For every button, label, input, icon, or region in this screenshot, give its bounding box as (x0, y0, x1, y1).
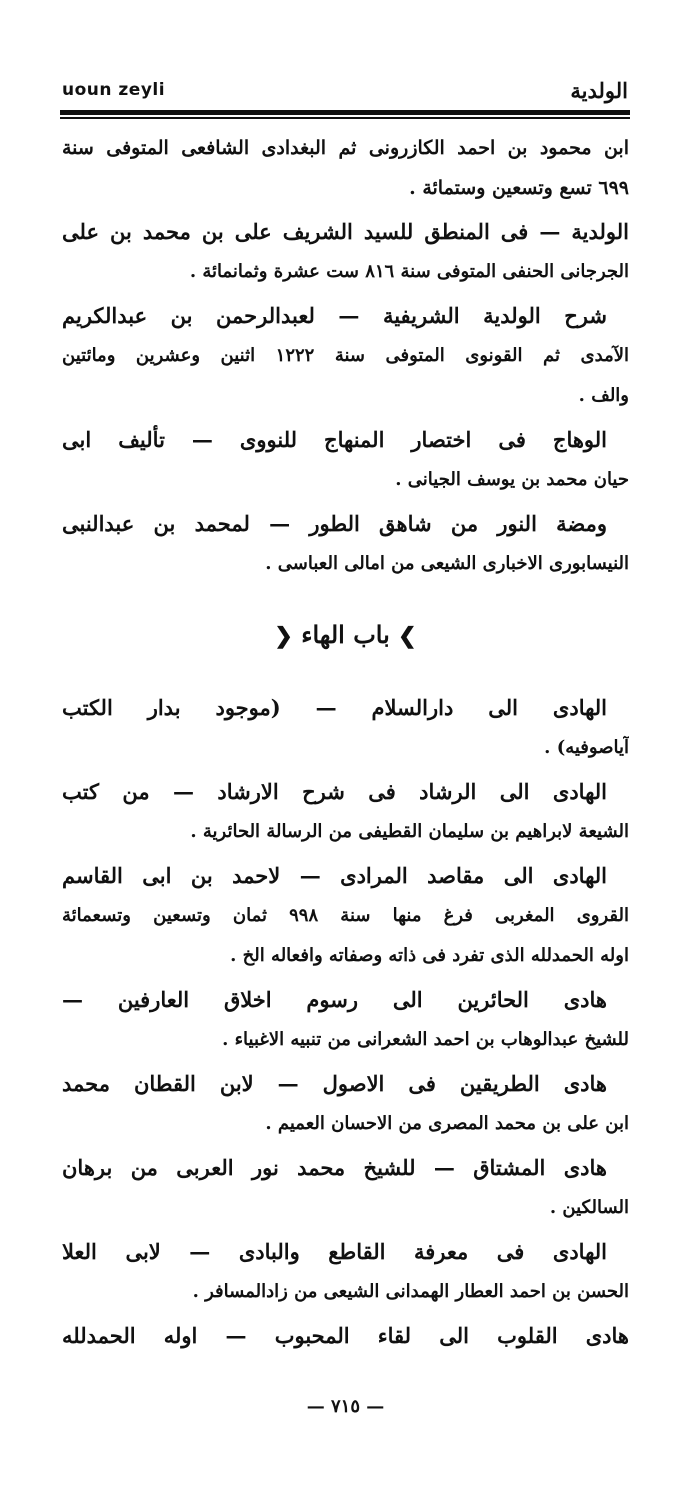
entry-continuation (62, 128, 629, 208)
entry-line: هادى المشتاق — للشيخ محمد نور العربى من برهان (62, 1155, 607, 1180)
entry-line: ابن محمود بن احمد الكازرونى ثم البغدادى الشافعى المتوفى سنة (62, 137, 629, 159)
section-heading (0, 620, 691, 649)
ornament-left-icon: ❮ (274, 623, 293, 649)
entry-line: هادى الحائرين الى رسوم اخلاق العارفين — (62, 987, 607, 1012)
entry-line: للشيخ عبدالوهاب بن احمد الشعرانى من تنبيه الاغبياء . (222, 1029, 629, 1050)
entry-line: الآمدى ثم القونوى المتوفى سنة ١٢٢٢ اثنين وعشرين ومائتين (62, 345, 629, 366)
entry-line: شرح الولدية الشريفية — لعبدالرحمن بن عبدالكريم (62, 303, 607, 328)
entry-line: السالكين . (549, 1197, 629, 1218)
entry-line: الشيعة لابراهيم بن سليمان القطيفى من الرسالة الحائرية . (190, 821, 629, 842)
entry-hadi-al-qulub (62, 1316, 629, 1356)
entry-line: الهادى الى مقاصد المرادى — لاحمد بن ابى القاسم (62, 863, 607, 888)
entry-line: هادى القلوب الى لقاء المحبوب — اوله الحمدلله (62, 1323, 629, 1348)
entry-line: ومضة النور من شاهق الطور — لمحمد بن عبدالنبى (62, 511, 607, 536)
page-number: — ٧١٥ — (306, 1396, 385, 1417)
entry-line: الحسن بن احمد العطار الهمدانى الشيعى من زادالمسافر . (192, 1281, 629, 1302)
header-rule-thick (60, 110, 630, 115)
entry-al-wahhaj (62, 420, 629, 500)
header-rule-thin (60, 117, 630, 119)
text-column-top (62, 128, 629, 588)
entry-al-hadi-ila-maqasid (62, 856, 629, 976)
entry-line: الجرجانى الحنفى المتوفى سنة ٨١٦ ست عشرة وثمانمائة . (189, 261, 629, 282)
entry-hadi-al-mushtaq (62, 1148, 629, 1228)
entry-line: الهادى الى الرشاد فى شرح الارشاد — من كتب (62, 779, 607, 804)
entry-hadi-al-hairin (62, 980, 629, 1060)
entry-line: والف . (578, 385, 629, 406)
entry-al-waladiyya (62, 212, 629, 292)
entry-wamdat-al-nur (62, 504, 629, 584)
entry-line: الهادى الى دارالسلام — (موجود بدار الكتب (62, 695, 607, 720)
entry-line: اوله الحمدلله الذى تفرد فى ذاته وصفاته وافعاله الخ . (230, 945, 629, 966)
ornament-right-icon: ❯ (398, 623, 417, 649)
section-title: باب الهاء (301, 620, 390, 649)
text-column-bottom (62, 688, 629, 1360)
entry-line: النيسابورى الاخبارى الشيعى من امالى العباسى . (265, 553, 629, 574)
entry-line: القروى المغربى فرغ منها سنة ٩٩٨ ثمان وتسعين وتسعمائة (62, 905, 629, 926)
entry-line: آياصوفيه) . (544, 737, 629, 758)
entry-line: حيان محمد بن يوسف الجيانى . (395, 469, 629, 490)
running-header-left: uoun zeyli (62, 80, 166, 100)
entry-line: الهادى فى معرفة القاطع والبادى — لابى العلا (62, 1239, 607, 1264)
entry-line: ٦٩٩ تسع وتسعين وستمائة . (409, 177, 629, 199)
entry-line: الولدية — فى المنطق للسيد الشريف على بن محمد بن على (62, 219, 629, 244)
running-header-right: الولدية (570, 78, 628, 103)
entry-al-hadi-ila-al-rashad (62, 772, 629, 852)
entry-line: هادى الطريقين فى الاصول — لابن القطان محمد (62, 1071, 607, 1096)
entry-al-hadi-ila-dar-al-salam (62, 688, 629, 768)
entry-line: الوهاج فى اختصار المنهاج للنووى — تأليف ابى (62, 427, 607, 452)
entry-al-hadi-fi-marifat (62, 1232, 629, 1312)
entry-hadi-al-tariqayn (62, 1064, 629, 1144)
entry-sharh-al-waladiyya (62, 296, 629, 416)
entry-line: ابن على بن محمد المصرى من الاحسان العميم . (265, 1113, 629, 1134)
